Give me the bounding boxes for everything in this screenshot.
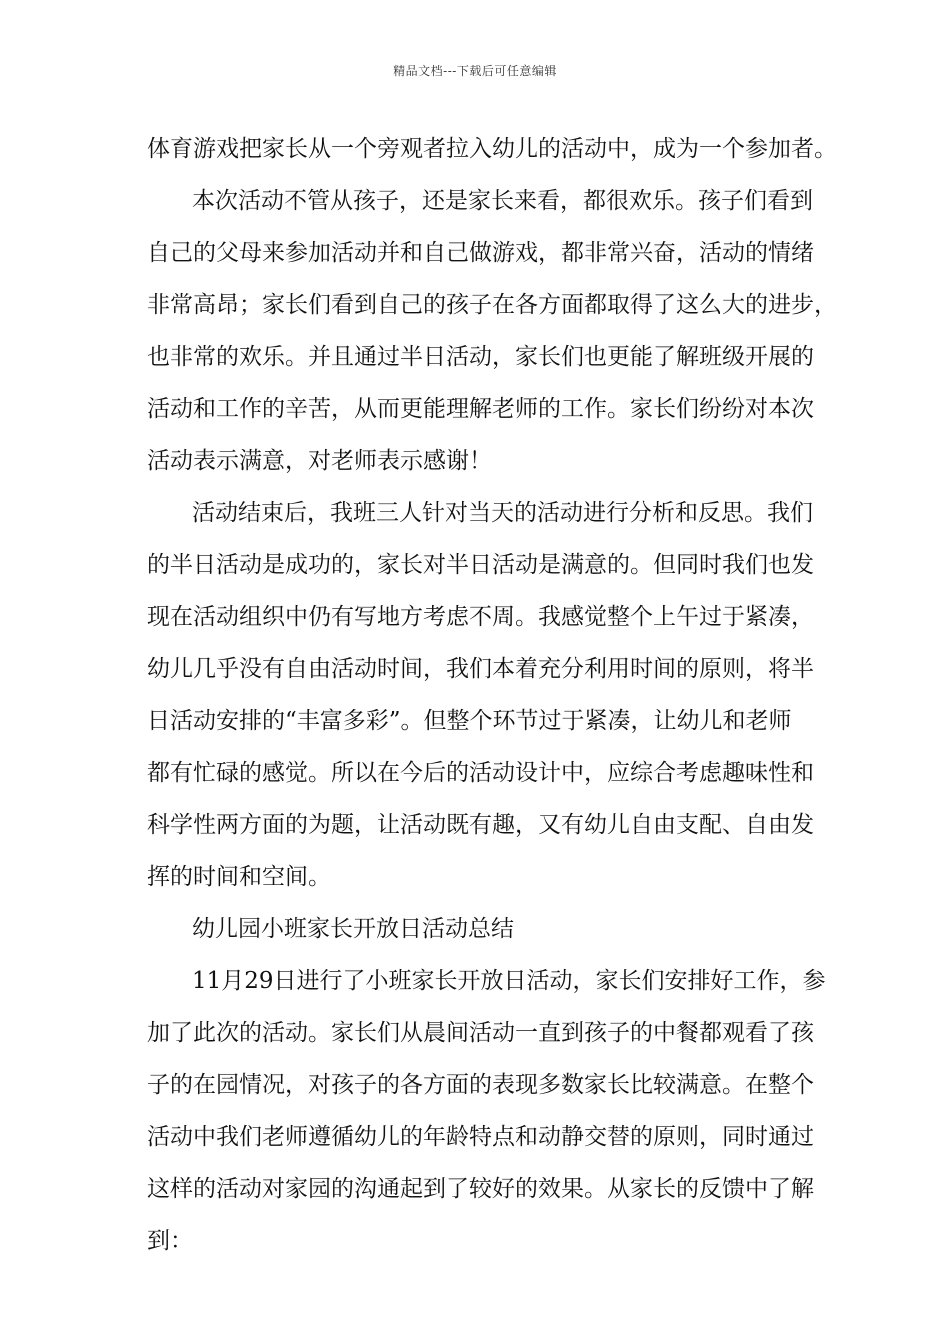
text-line: 活动和工作的辛苦，从而更能理解老师的工作。家长们纷纷对本次 (147, 396, 814, 422)
text-line: 科学性两方面的为题，让活动既有趣，又有幼儿自由支配、自由发 (147, 812, 814, 838)
text-line: 这样的活动对家园的沟通起到了较好的效果。从家长的反馈中了解 (147, 1176, 814, 1202)
paragraph-start-line: 活动结束后，我班三人针对当天的活动进行分析和反思。我们 (192, 500, 813, 526)
text-line: 挥的时间和空间。 (147, 864, 331, 890)
document-body (147, 128, 837, 1272)
text-line: 加了此次的活动。家长们从晨间活动一直到孩子的中餐都观看了孩 (147, 1020, 814, 1046)
text-line: 到： (147, 1228, 193, 1254)
section-title: 幼儿园小班家长开放日活动总结 (192, 916, 514, 942)
text-line: 现在活动组织中仍有写地方考虑不周。我感觉整个上午过于紧凑， (147, 604, 814, 630)
text-line: 的半日活动是成功的，家长对半日活动是满意的。但同时我们也发 (147, 552, 814, 578)
text-line: 也非常的欢乐。并且通过半日活动，家长们也更能了解班级开展的 (147, 344, 814, 370)
text-line: 非常高昂；家长们看到自己的孩子在各方面都取得了这么大的进步， (147, 292, 837, 318)
page-header: 精品文档---下载后可任意编辑 (393, 64, 557, 78)
text-line: 体育游戏把家长从一个旁观者拉入幼儿的活动中，成为一个参加者。 (147, 136, 837, 162)
text-line: 活动中我们老师遵循幼儿的年龄特点和动静交替的原则，同时通过 (147, 1124, 814, 1150)
text-line: 自己的父母来参加活动并和自己做游戏，都非常兴奋，活动的情绪 (147, 240, 814, 266)
text-line: 活动表示满意，对老师表示感谢！ (147, 448, 492, 474)
text-line: 日活动安排的“丰富多彩”。但整个环节过于紧凑，让幼儿和老师 (147, 708, 792, 734)
paragraph-start-line: 11月29日进行了小班家长开放日活动，家长们安排好工作，参 (192, 968, 826, 994)
paragraph-start-line: 本次活动不管从孩子，还是家长来看，都很欢乐。孩子们看到 (192, 188, 813, 214)
text-line: 都有忙碌的感觉。所以在今后的活动设计中，应综合考虑趣味性和 (147, 760, 814, 786)
text-line: 幼儿几乎没有自由活动时间，我们本着充分利用时间的原则，将半 (147, 656, 814, 682)
text-line: 子的在园情况，对孩子的各方面的表现多数家长比较满意。在整个 (147, 1072, 814, 1098)
